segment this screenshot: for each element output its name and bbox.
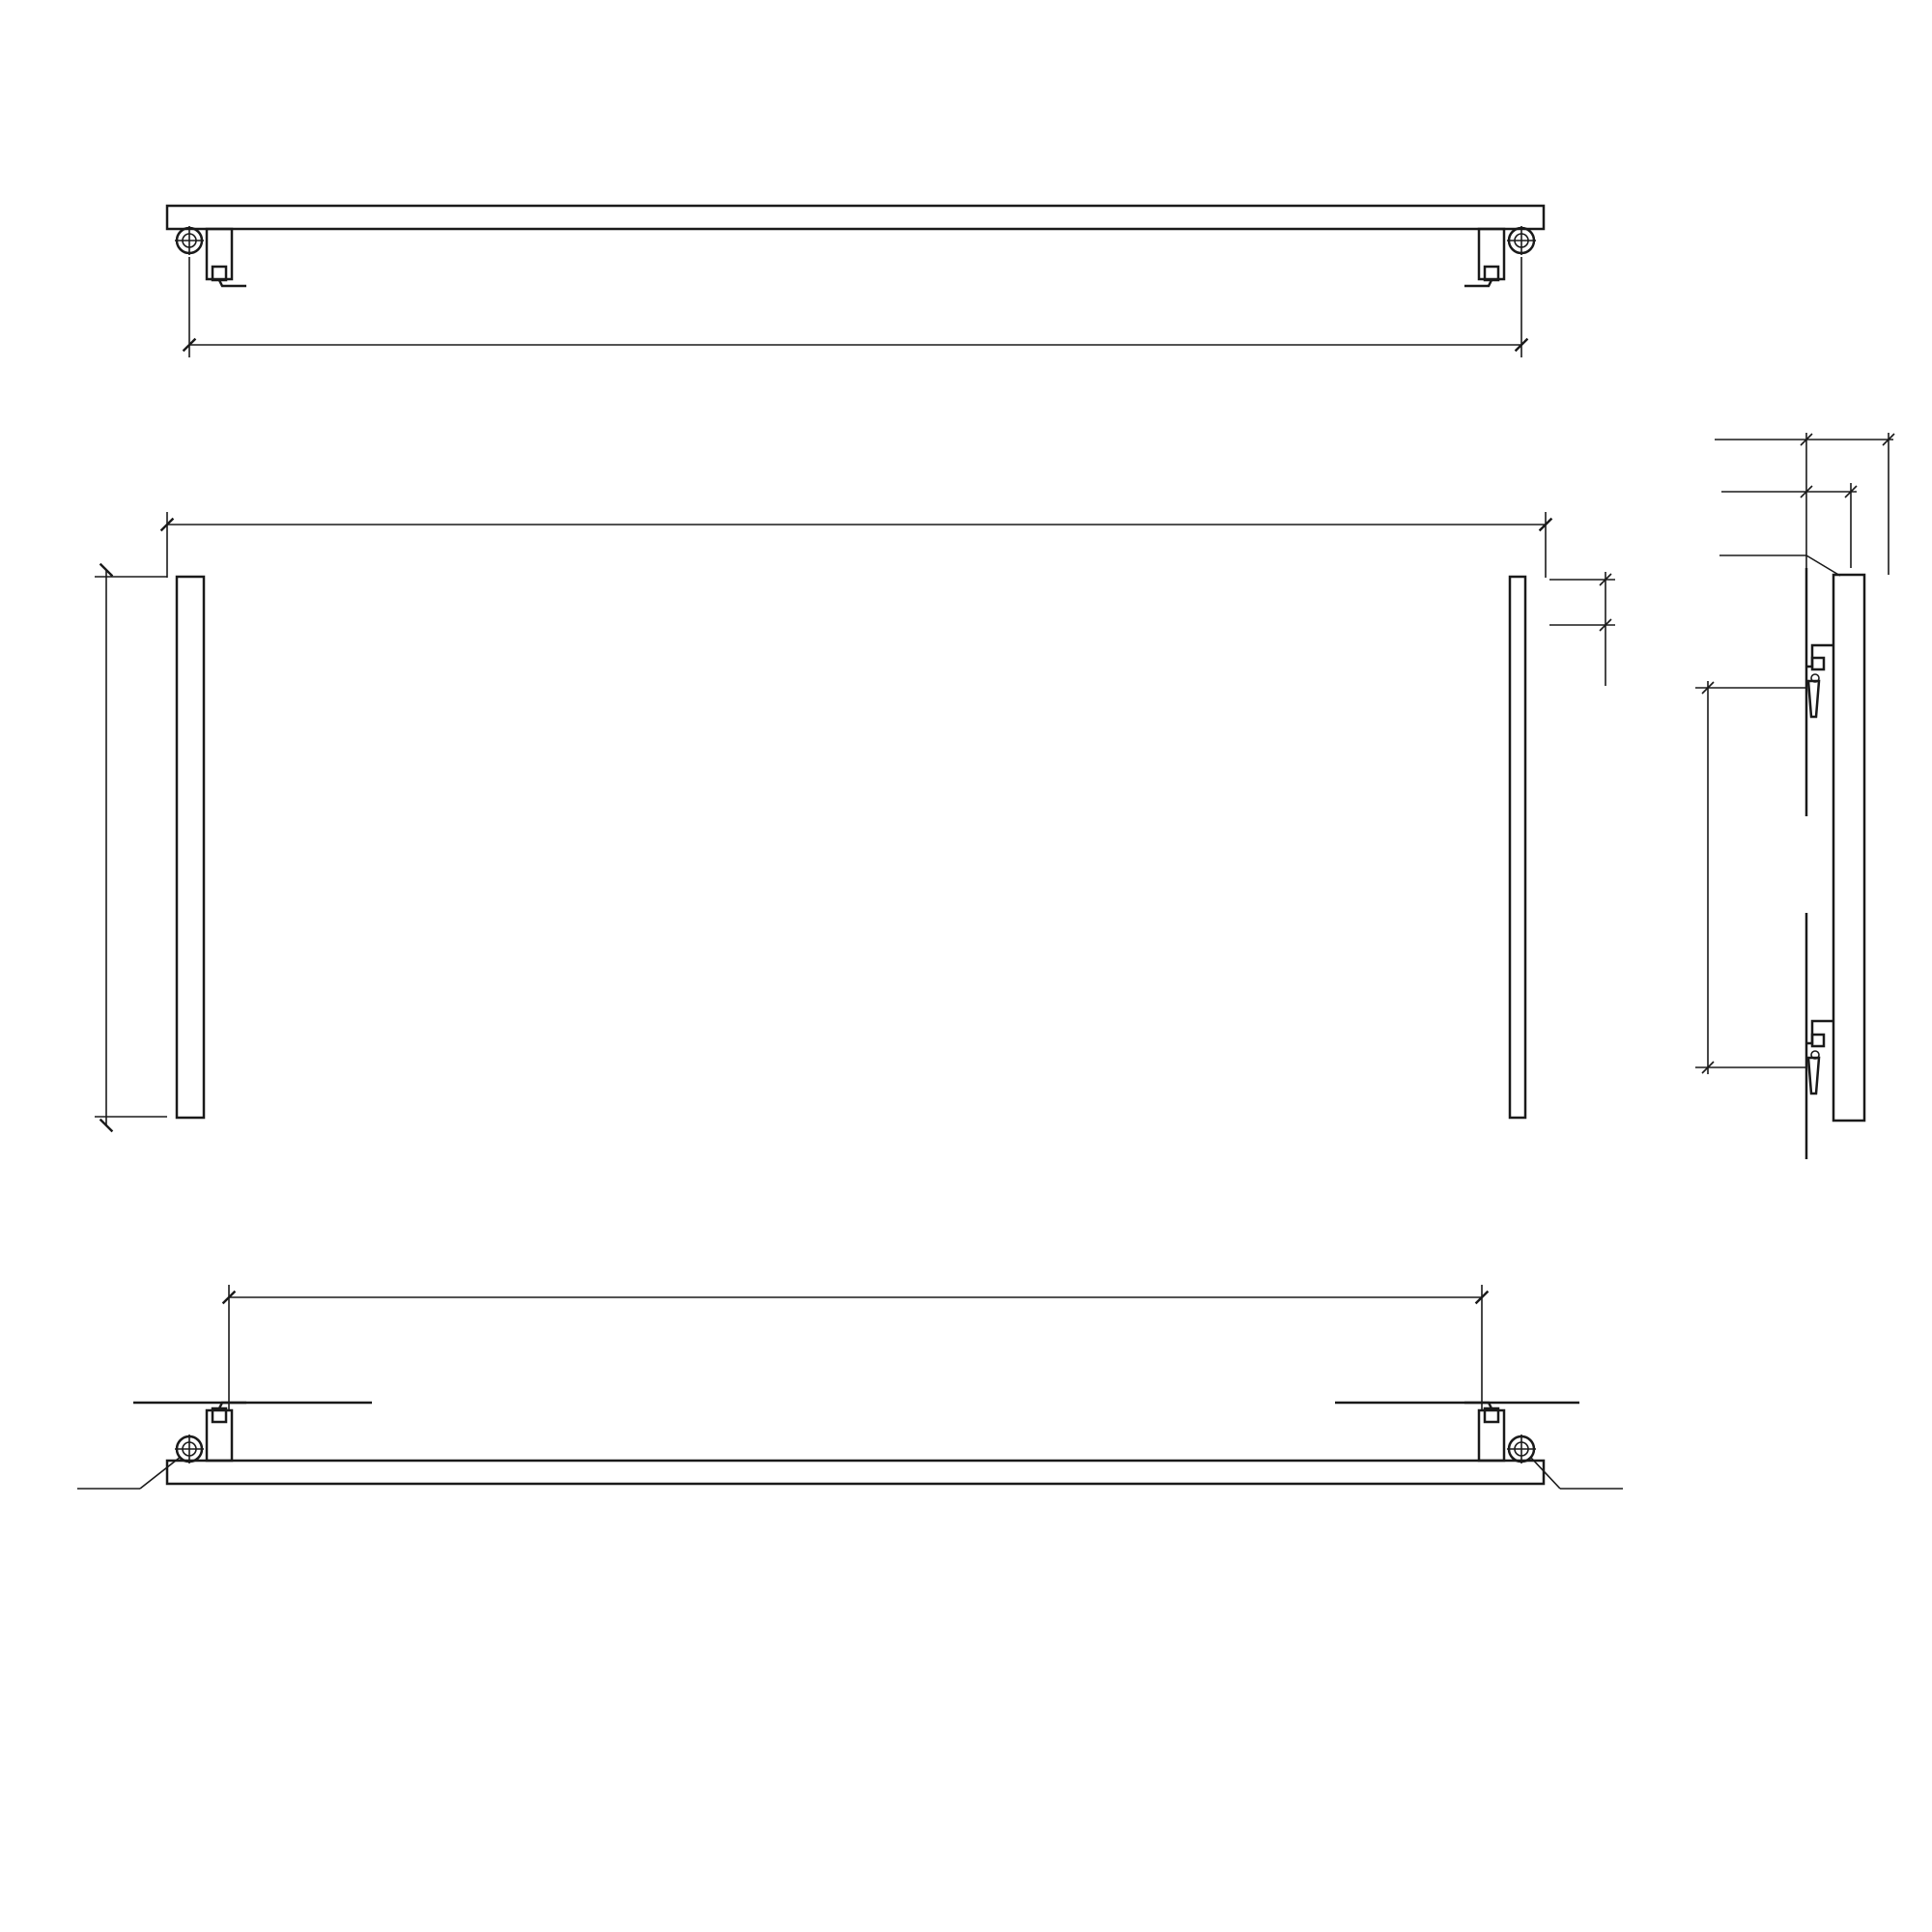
lower-bracket <box>1806 1021 1833 1094</box>
left-collector <box>177 577 204 1118</box>
right-pipe-connection <box>1464 226 1536 286</box>
right-collector <box>1510 577 1525 1118</box>
left-pipe-connection <box>175 226 246 286</box>
radiator-side-plate <box>1833 575 1864 1121</box>
front-view <box>95 512 1615 1125</box>
upper-bracket <box>1806 645 1833 717</box>
bottom-view <box>77 1285 1623 1489</box>
radiator-top-profile <box>167 206 1544 229</box>
bottom-right-connection <box>1464 1403 1536 1463</box>
top-view <box>167 206 1544 357</box>
radiator-bottom-profile <box>167 1461 1544 1484</box>
bottom-left-connection <box>175 1403 246 1463</box>
side-view <box>1695 433 1894 1159</box>
